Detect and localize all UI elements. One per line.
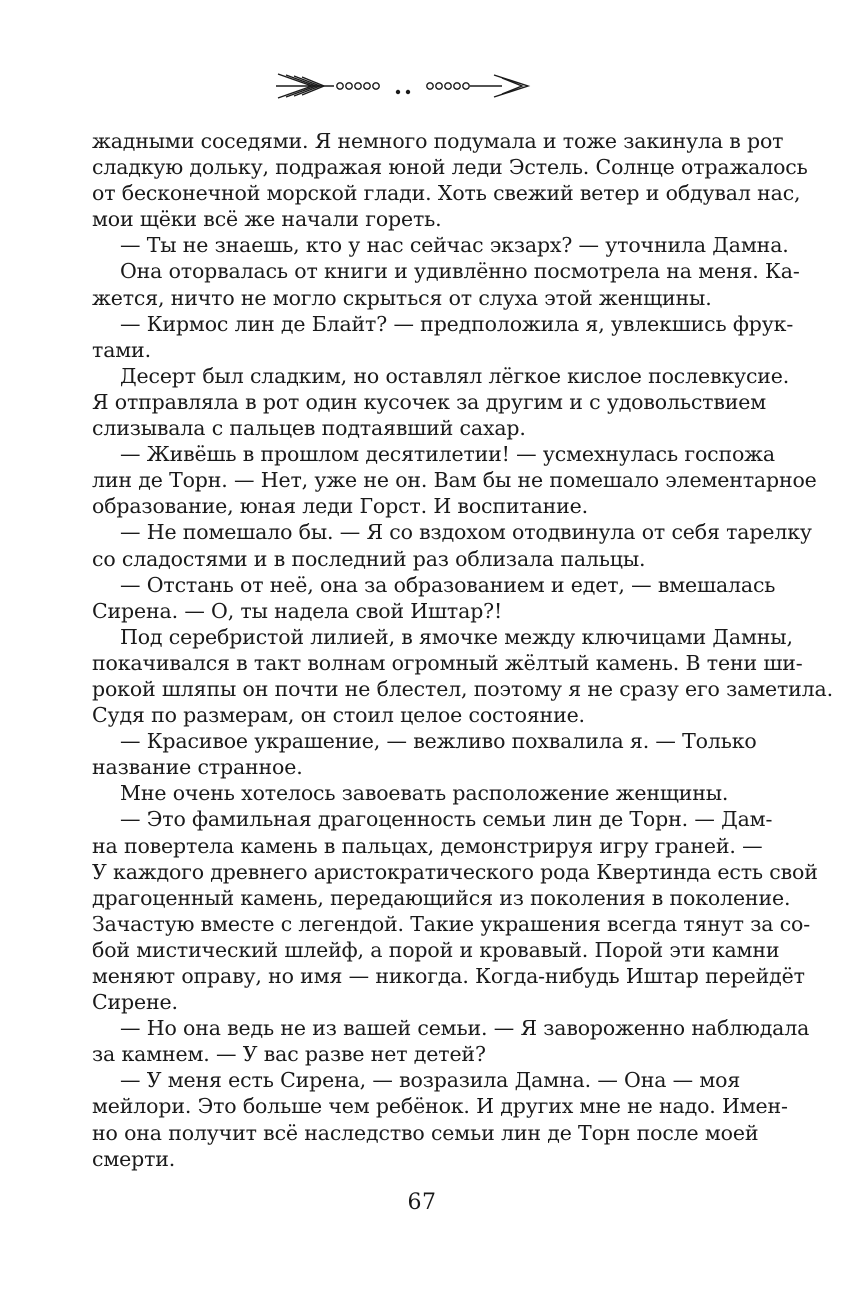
text-line: образование, юная леди Горст. И воспитание. xyxy=(92,494,589,519)
text-line: — У меня есть Сирена, — возразила Дамна. — Она — моя xyxy=(120,1068,741,1093)
text-line: Сирена. — О, ты надела свой Иштар?! xyxy=(92,598,503,623)
text-line: Десерт был сладким, но оставлял лёгкое кислое послевкусие. xyxy=(120,363,790,388)
text-line: за камнем. — У вас разве нет детей? xyxy=(92,1042,486,1067)
text-line: мейлори. Это больше чем ребёнок. И других мне не надо. Имен- xyxy=(92,1094,788,1119)
text-line: — Ты не знаешь, кто у нас сейчас экзарх? — уточнила Дамна. xyxy=(120,233,789,258)
text-line: — Красивое украшение, — вежливо похвалила я. — Только xyxy=(120,729,757,754)
text-line: слизывала с пальцев подтаявший сахар. xyxy=(92,416,526,441)
text-line: Мне очень хотелось завоевать расположение женщины. xyxy=(120,781,729,806)
page-number: 67 xyxy=(407,1190,437,1215)
text-line: тами. xyxy=(92,337,151,362)
text-line: жется, ничто не могло скрыться от слуха этой женщины. xyxy=(92,285,712,310)
text-line: жадными соседями. Я немного подумала и тоже закинула в рот xyxy=(92,129,784,153)
text-line: Под серебристой лилией, в ямочке между ключицами Дамны, xyxy=(120,624,793,649)
text-line: смерти. xyxy=(92,1146,176,1171)
text-line: от бесконечной морской глади. Хоть свежий ветер и обдувал нас, xyxy=(92,181,801,206)
text-line: название странное. xyxy=(92,755,303,780)
arrow-crescent-moons-ornament-icon xyxy=(272,66,534,106)
text-line: Судя по размерам, он стоил целое состояние. xyxy=(92,703,585,728)
text-line: рокой шляпы он почти не блестел, поэтому я не сразу его заметила. xyxy=(92,676,833,701)
text-line: У каждого древнего аристократического рода Квертинда есть свой xyxy=(92,859,818,884)
text-line: — Не помешало бы. — Я со вздохом отодвинула от себя тарелку xyxy=(120,520,812,545)
text-line: — Это фамильная драгоценность семьи лин де Торн. — Дам- xyxy=(120,807,773,832)
text-line: — Отстань от неё, она за образованием и едет, — вмешалась xyxy=(120,572,776,597)
text-line: Зачастую вместе с легендой. Такие украшения всегда тянут за со- xyxy=(92,911,810,936)
text-line: лин де Торн. — Нет, уже не он. Вам бы не помешало элементарное xyxy=(92,468,817,493)
text-line: но она получит всё наследство семьи лин де Торн после моей xyxy=(92,1120,759,1145)
text-line: Сирене. xyxy=(92,990,178,1015)
text-line: бой мистический шлейф, а порой и кровавый. Порой эти камни xyxy=(92,937,780,962)
text-line: со сладостями и в последний раз облизала пальцы. xyxy=(92,546,646,571)
body-text xyxy=(92,128,833,1172)
text-line: драгоценный камень, передающийся из поколения в поколение. xyxy=(92,885,791,910)
text-line: меняют оправу, но имя — никогда. Когда-нибудь Иштар перейдёт xyxy=(92,964,805,988)
text-line: — Кирмос лин де Блайт? — предположила я, увлекшись фрук- xyxy=(120,311,794,336)
text-line: — Живёшь в прошлом десятилетии! — усмехнулась госпожа xyxy=(120,442,775,467)
text-line: Я отправляла в рот один кусочек за другим и с удовольствием xyxy=(92,389,767,414)
text-line: мои щёки всё же начали гореть. xyxy=(92,207,442,232)
text-line: на повертела камень в пальцах, демонстрируя игру граней. — xyxy=(92,833,763,858)
text-line: Она оторвалась от книги и удивлённо посмотрела на меня. Ка- xyxy=(120,259,800,284)
text-line: — Но она ведь не из вашей семьи. — Я завороженно наблюдала xyxy=(120,1016,810,1041)
text-line: покачивался в такт волнам огромный жёлтый камень. В тени ши- xyxy=(92,650,803,675)
text-line: сладкую дольку, подражая юной леди Эстель. Солнце отражалось xyxy=(92,155,808,180)
